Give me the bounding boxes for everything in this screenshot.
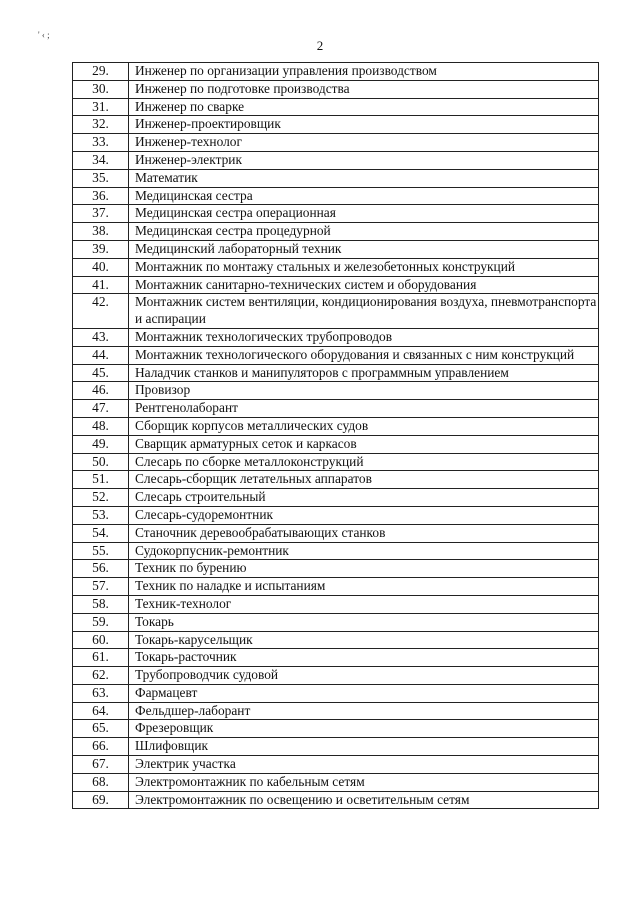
- profession-name: Электромонтажник по кабельным сетям: [129, 773, 599, 791]
- row-number: 65.: [73, 720, 129, 738]
- row-number: 36.: [73, 187, 129, 205]
- profession-name: Слесарь-сборщик летательных аппаратов: [129, 471, 599, 489]
- table-row: [73, 738, 599, 756]
- row-number: 29.: [73, 63, 129, 81]
- row-number: 37.: [73, 205, 129, 223]
- profession-name: Монтажник технологического оборудования и связанных с ним конструкций: [129, 346, 599, 364]
- profession-name: Наладчик станков и манипуляторов с программным управлением: [129, 364, 599, 382]
- page-number: 2: [316, 38, 324, 53]
- row-number: 34.: [73, 151, 129, 169]
- profession-name: Инженер по организации управления производством: [129, 63, 599, 81]
- table-row: [73, 98, 599, 116]
- profession-name: Инженер по подготовке производства: [129, 80, 599, 98]
- table-row: [73, 506, 599, 524]
- table-row: [73, 240, 599, 258]
- table-row: [73, 595, 599, 613]
- profession-name: Сварщик арматурных сеток и каркасов: [129, 435, 599, 453]
- profession-name: Сборщик корпусов металлических судов: [129, 417, 599, 435]
- table-row: [73, 471, 599, 489]
- row-number: 44.: [73, 346, 129, 364]
- row-number: 38.: [73, 223, 129, 241]
- profession-name: Монтажник по монтажу стальных и железобетонных конструкций: [129, 258, 599, 276]
- row-number: 49.: [73, 435, 129, 453]
- table-row: [73, 631, 599, 649]
- profession-name: Трубопроводчик судовой: [129, 667, 599, 685]
- row-number: 59.: [73, 613, 129, 631]
- row-number: 61.: [73, 649, 129, 667]
- table-row: [73, 364, 599, 382]
- profession-name: Токарь-карусельщик: [129, 631, 599, 649]
- table-row: [73, 382, 599, 400]
- table-row: [73, 684, 599, 702]
- profession-name: Слесарь-судоремонтник: [129, 506, 599, 524]
- table-row: [73, 453, 599, 471]
- row-number: 62.: [73, 667, 129, 685]
- table-row: [73, 276, 599, 294]
- row-number: 63.: [73, 684, 129, 702]
- row-number: 33.: [73, 134, 129, 152]
- profession-name: Инженер-электрик: [129, 151, 599, 169]
- table-row: [73, 773, 599, 791]
- profession-name: Инженер по сварке: [129, 98, 599, 116]
- profession-name: Медицинская сестра: [129, 187, 599, 205]
- row-number: 69.: [73, 791, 129, 809]
- table-row: [73, 489, 599, 507]
- table-row: [73, 400, 599, 418]
- table-row: [73, 223, 599, 241]
- profession-name: Монтажник систем вентиляции, кондиционирования воздуха, пневмотранспорта и аспирации: [129, 294, 599, 329]
- profession-name: Математик: [129, 169, 599, 187]
- table-row: [73, 346, 599, 364]
- profession-name: Монтажник санитарно-технических систем и оборудования: [129, 276, 599, 294]
- row-number: 56.: [73, 560, 129, 578]
- table-row: [73, 435, 599, 453]
- profession-name: Инженер-технолог: [129, 134, 599, 152]
- row-number: 53.: [73, 506, 129, 524]
- row-number: 60.: [73, 631, 129, 649]
- table-row: [73, 258, 599, 276]
- profession-name: Техник-технолог: [129, 595, 599, 613]
- profession-name: Шлифовщик: [129, 738, 599, 756]
- profession-name: Техник по наладке и испытаниям: [129, 578, 599, 596]
- table-row: [73, 542, 599, 560]
- professions-table-body: [73, 63, 599, 809]
- row-number: 50.: [73, 453, 129, 471]
- table-row: [73, 613, 599, 631]
- row-number: 54.: [73, 524, 129, 542]
- table-row: [73, 791, 599, 809]
- row-number: 30.: [73, 80, 129, 98]
- row-number: 39.: [73, 240, 129, 258]
- table-row: [73, 667, 599, 685]
- table-row: [73, 294, 599, 329]
- table-row: [73, 328, 599, 346]
- table-row: [73, 524, 599, 542]
- table-row: [73, 205, 599, 223]
- row-number: 58.: [73, 595, 129, 613]
- row-number: 52.: [73, 489, 129, 507]
- table-row: [73, 134, 599, 152]
- profession-name: Провизор: [129, 382, 599, 400]
- table-row: [73, 63, 599, 81]
- row-number: 47.: [73, 400, 129, 418]
- table-row: [73, 578, 599, 596]
- row-number: 66.: [73, 738, 129, 756]
- table-row: [73, 720, 599, 738]
- row-number: 68.: [73, 773, 129, 791]
- row-number: 40.: [73, 258, 129, 276]
- table-row: [73, 169, 599, 187]
- table-row: [73, 702, 599, 720]
- row-number: 64.: [73, 702, 129, 720]
- table-row: [73, 116, 599, 134]
- row-number: 31.: [73, 98, 129, 116]
- table-row: [73, 80, 599, 98]
- profession-name: Медицинский лабораторный техник: [129, 240, 599, 258]
- row-number: 45.: [73, 364, 129, 382]
- row-number: 35.: [73, 169, 129, 187]
- row-number: 41.: [73, 276, 129, 294]
- profession-name: Инженер-проектировщик: [129, 116, 599, 134]
- table-row: [73, 417, 599, 435]
- profession-name: Фельдшер-лаборант: [129, 702, 599, 720]
- profession-name: Монтажник технологических трубопроводов: [129, 328, 599, 346]
- profession-name: Судокорпусник-ремонтник: [129, 542, 599, 560]
- profession-name: Электрик участка: [129, 756, 599, 774]
- profession-name: Станочник деревообрабатывающих станков: [129, 524, 599, 542]
- profession-name: Токарь: [129, 613, 599, 631]
- profession-name: Рентгенолаборант: [129, 400, 599, 418]
- profession-name: Токарь-расточник: [129, 649, 599, 667]
- profession-name: Техник по бурению: [129, 560, 599, 578]
- table-row: [73, 560, 599, 578]
- table-row: [73, 151, 599, 169]
- profession-name: Электромонтажник по освещению и осветительным сетям: [129, 791, 599, 809]
- profession-name: Фармацевт: [129, 684, 599, 702]
- row-number: 48.: [73, 417, 129, 435]
- table-row: [73, 756, 599, 774]
- profession-name: Фрезеровщик: [129, 720, 599, 738]
- row-number: 55.: [73, 542, 129, 560]
- row-number: 51.: [73, 471, 129, 489]
- row-number: 32.: [73, 116, 129, 134]
- row-number: 57.: [73, 578, 129, 596]
- professions-table: [72, 62, 599, 809]
- scan-mark: ' ‹ ;: [38, 30, 50, 40]
- profession-name: Слесарь по сборке металлоконструкций: [129, 453, 599, 471]
- profession-name: Медицинская сестра процедурной: [129, 223, 599, 241]
- row-number: 46.: [73, 382, 129, 400]
- row-number: 42.: [73, 294, 129, 329]
- profession-name: Слесарь строительный: [129, 489, 599, 507]
- row-number: 67.: [73, 756, 129, 774]
- table-row: [73, 187, 599, 205]
- row-number: 43.: [73, 328, 129, 346]
- profession-name: Медицинская сестра операционная: [129, 205, 599, 223]
- table-row: [73, 649, 599, 667]
